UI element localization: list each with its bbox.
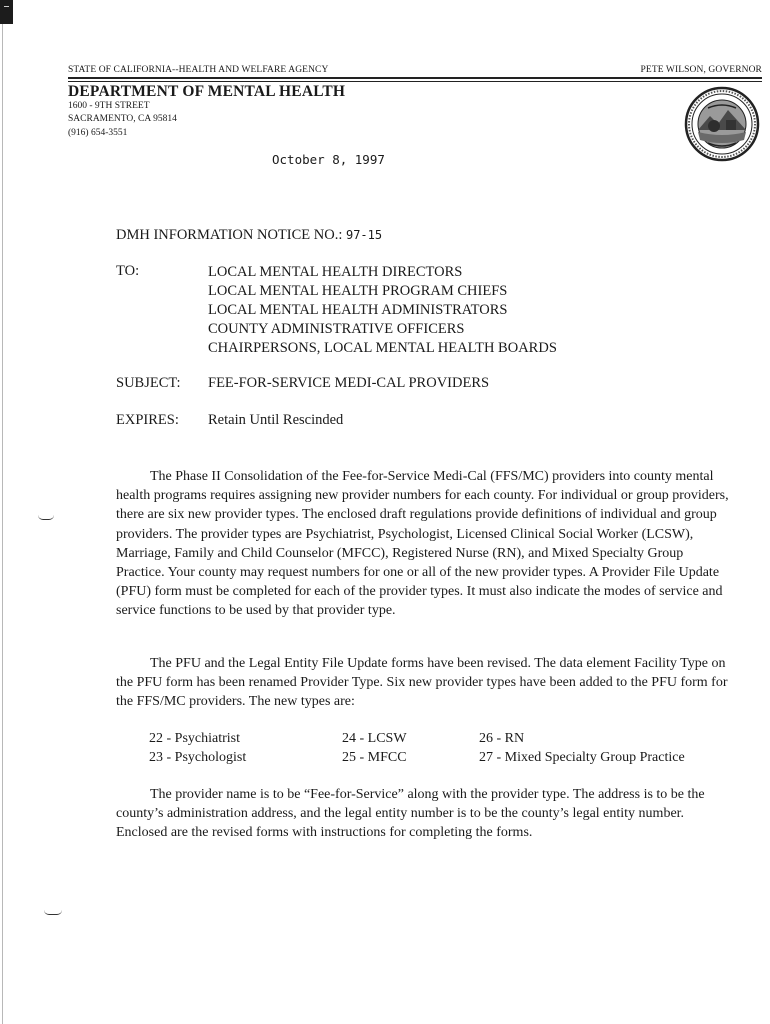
department-name: DEPARTMENT OF MENTAL HEALTH: [68, 83, 346, 100]
notice-label: DMH INFORMATION NOTICE NO.:: [116, 227, 343, 243]
provider-type-item: 26 - RN: [479, 731, 525, 746]
provider-type-item: 24 - LCSW: [342, 731, 407, 746]
provider-type-item: 22 - Psychiatrist: [149, 731, 240, 746]
expires-value: Retain Until Rescinded: [208, 412, 344, 428]
letterhead-rule-thick: [68, 77, 762, 79]
letter-date: October 8, 1997: [272, 152, 385, 167]
phone-number: (916) 654-3551: [68, 128, 128, 138]
scan-left-edge: [2, 24, 3, 1024]
address-street: 1600 - 9TH STREET: [68, 101, 150, 111]
subject-value: FEE-FOR-SERVICE MEDI-CAL PROVIDERS: [208, 375, 490, 391]
recipient-list: [208, 263, 557, 358]
provider-type-item: 25 - MFCC: [342, 750, 407, 765]
provider-types-column-2: [342, 729, 407, 767]
address-city: SACRAMENTO, CA 95814: [68, 114, 177, 124]
letterhead-rule-thin: [68, 81, 762, 82]
notice-number-line: [116, 227, 382, 244]
to-label: TO:: [116, 263, 140, 279]
recipient-item: LOCAL MENTAL HEALTH DIRECTORS: [208, 264, 463, 280]
scan-corner-mark: [0, 0, 13, 24]
subject-label: SUBJECT:: [116, 375, 181, 391]
paragraph-3-text: The provider name is to be “Fee-for-Service” along with the provider type. The address is to be the county’s administration address, and the legal entity number is to be the county’s legal entity number. Enclosed are the revised forms with instructions for completing the forms.: [116, 787, 705, 841]
expires-label: EXPIRES:: [116, 412, 179, 428]
governor-name: PETE WILSON, GOVERNOR: [640, 65, 762, 75]
notice-number: 97-15: [345, 228, 383, 242]
letterhead-top-line: [68, 64, 762, 78]
body-paragraph-2: [116, 654, 732, 712]
recipient-item: LOCAL MENTAL HEALTH ADMINISTRATORS: [208, 302, 508, 318]
provider-types-column-1: [149, 729, 246, 767]
recipient-item: COUNTY ADMINISTRATIVE OFFICERS: [208, 321, 465, 337]
paragraph-2-text: The PFU and the Legal Entity File Update forms have been revised. The data element Facility Type on the PFU form has been renamed Provider Type. Six new provider types have been added to the PFU form for the FFS/MC providers. The new types are:: [116, 656, 728, 710]
provider-types-column-3: [479, 729, 685, 767]
recipient-item: LOCAL MENTAL HEALTH PROGRAM CHIEFS: [208, 283, 508, 299]
paragraph-1-text: The Phase II Consolidation of the Fee-for-Service Medi-Cal (FFS/MC) providers into county mental health programs requires assigning new provider numbers for each county. For individual or group providers, there are six new provider types. The enclosed draft regulations provide definitions of individual and group providers. The provider types are Psychiatrist, Psychologist, Licensed Clinical Social Worker (LCSW), Marriage, Family and Child Counselor (MFCC), Registered Nurse (RN), and Mixed Specialty Group Practice. Your county may request numbers for one or all of the new provider types. A Provider File Update (PFU) form must be completed for each of the provider types. It must also indicate the modes of service and service functions to be used by that provider type.: [116, 469, 729, 619]
recipient-item: CHAIRPERSONS, LOCAL MENTAL HEALTH BOARDS: [208, 340, 557, 356]
agency-name: STATE OF CALIFORNIA--HEALTH AND WELFARE AGENCY: [68, 65, 329, 75]
punch-mark-bottom: [44, 910, 62, 915]
punch-mark-top: [38, 515, 54, 520]
provider-type-item: 27 - Mixed Specialty Group Practice: [479, 750, 685, 765]
body-paragraph-3: [116, 785, 732, 843]
body-paragraph-1: [116, 467, 732, 621]
provider-type-item: 23 - Psychologist: [149, 750, 247, 765]
state-seal-icon: [684, 86, 760, 162]
